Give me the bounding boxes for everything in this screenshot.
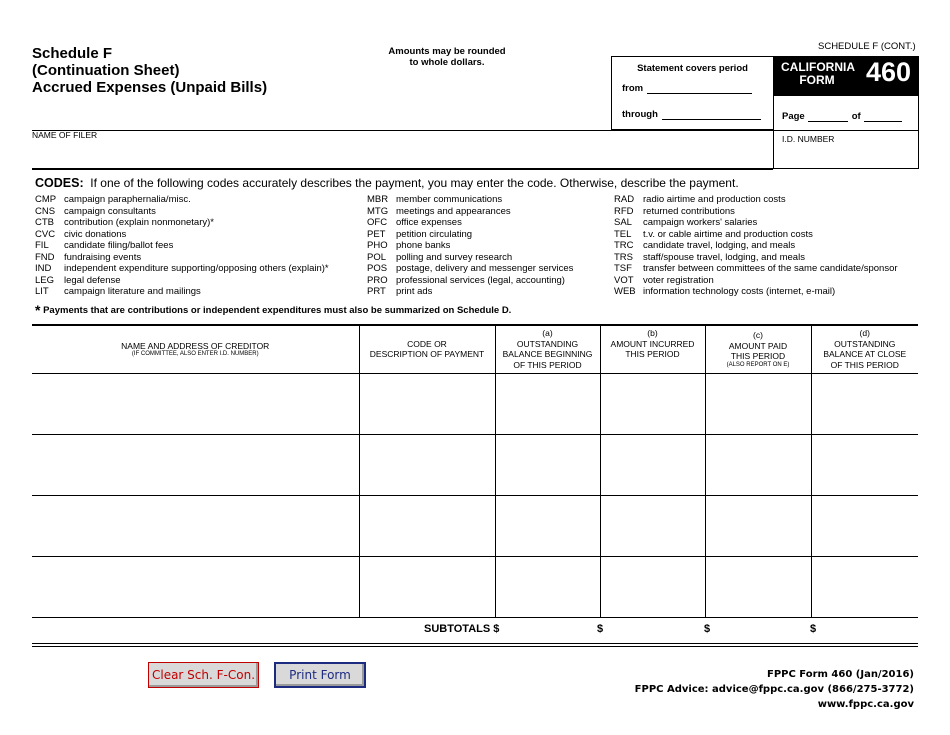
code-abbr: FIL bbox=[35, 240, 49, 251]
code-abbr: TSF bbox=[614, 263, 632, 274]
code-abbr: CMP bbox=[35, 194, 57, 205]
col-a-line-3: OF THIS PERIOD bbox=[513, 359, 582, 370]
col-d-line-1: OUTSTANDING bbox=[834, 338, 896, 349]
code-desc: candidate filing/ballot fees bbox=[64, 240, 174, 251]
code-item bbox=[35, 229, 329, 241]
balance-begin-cell[interactable] bbox=[495, 373, 600, 434]
codes-intro bbox=[35, 176, 739, 190]
code-desc: polling and survey research bbox=[396, 251, 513, 263]
subtotal-d-dollar: $ bbox=[810, 623, 817, 635]
code-item bbox=[35, 275, 329, 287]
code-abbr: CVC bbox=[35, 228, 56, 240]
page-number-field[interactable] bbox=[808, 112, 848, 122]
code-desc: candidate travel, lodging, and meals bbox=[643, 240, 796, 251]
code-desc: office expenses bbox=[396, 217, 462, 228]
code-abbr: PET bbox=[367, 228, 386, 240]
code-item bbox=[35, 263, 329, 275]
table-header-row bbox=[32, 325, 918, 373]
subtotal-b-dollar: $ bbox=[597, 623, 604, 635]
col-header-a bbox=[495, 325, 600, 373]
col-c-sub: (ALSO REPORT ON E) bbox=[726, 361, 790, 368]
filer-divider bbox=[32, 168, 773, 170]
col-d-letter: (d) bbox=[859, 328, 870, 339]
page-label: Page bbox=[782, 111, 805, 122]
col-a-letter: (a) bbox=[542, 328, 553, 339]
code-desc: information technology costs (internet, e-mail) bbox=[643, 286, 836, 297]
code-abbr: OFC bbox=[367, 217, 388, 228]
col-d-line-3: OF THIS PERIOD bbox=[830, 359, 899, 370]
code-item bbox=[614, 217, 898, 229]
code-desc: member communications bbox=[396, 194, 503, 205]
codes-column-1 bbox=[35, 194, 329, 298]
code-abbr: MBR bbox=[367, 194, 389, 205]
california-form-box bbox=[773, 56, 919, 96]
code-desc: voter registration bbox=[643, 274, 714, 286]
of-label: of bbox=[851, 111, 861, 122]
amount-incurred-cell[interactable] bbox=[600, 434, 705, 495]
col-c-letter: (c) bbox=[753, 330, 763, 340]
code-abbr: TRC bbox=[614, 240, 634, 251]
code-desc: campaign paraphernalia/misc. bbox=[64, 194, 191, 205]
title-line-1: Schedule F bbox=[32, 45, 113, 62]
schedule-cont-label: SCHEDULE F (CONT.) bbox=[818, 41, 916, 52]
fppc-website: www.fppc.ca.gov bbox=[817, 699, 914, 710]
codes-column-2 bbox=[367, 194, 573, 298]
col-c-line-1: AMOUNT PAID bbox=[728, 340, 788, 351]
balance-begin-cell[interactable] bbox=[495, 556, 600, 617]
statement-period-box bbox=[611, 56, 773, 130]
col-d-line-2: BALANCE AT CLOSE bbox=[823, 349, 907, 360]
code-item bbox=[367, 275, 573, 287]
code-desc: postage, delivery and messenger services bbox=[396, 263, 574, 274]
code-item bbox=[367, 206, 573, 218]
subtotals-label: SUBTOTALS $ bbox=[424, 623, 500, 635]
code-desc: campaign workers' salaries bbox=[643, 217, 758, 228]
code-desc: t.v. or cable airtime and production costs bbox=[643, 228, 813, 240]
subtotal-c-field[interactable] bbox=[714, 619, 806, 641]
code-abbr: VOT bbox=[614, 274, 634, 286]
code-abbr: SAL bbox=[614, 217, 632, 228]
code-cell[interactable] bbox=[359, 373, 495, 434]
through-row bbox=[622, 109, 761, 120]
subtotal-d-field[interactable] bbox=[820, 619, 914, 641]
col-code-line-1: CODE OR bbox=[407, 338, 447, 349]
col-header-c bbox=[705, 325, 811, 373]
california-form-label bbox=[781, 61, 853, 87]
col-header-b bbox=[600, 325, 705, 373]
rounding-note bbox=[380, 46, 514, 68]
balance-begin-cell[interactable] bbox=[495, 495, 600, 556]
code-item bbox=[367, 252, 573, 264]
from-date-field[interactable] bbox=[647, 84, 752, 94]
code-desc: legal defense bbox=[64, 274, 121, 286]
code-item bbox=[614, 275, 898, 287]
col-header-creditor bbox=[32, 325, 359, 373]
id-number-label: I.D. NUMBER bbox=[782, 134, 835, 144]
california-label: CALIFORNIA bbox=[781, 60, 855, 74]
col-b-line-1: AMOUNT INCURRED bbox=[610, 338, 695, 349]
code-abbr: IND bbox=[35, 263, 52, 274]
code-desc: independent expenditure supporting/opposing others (explain)* bbox=[64, 263, 329, 274]
code-item bbox=[614, 263, 898, 275]
code-abbr: PRT bbox=[367, 286, 386, 297]
code-abbr: RFD bbox=[614, 205, 634, 217]
subtotal-double-line bbox=[32, 646, 918, 647]
schedule-d-note bbox=[35, 302, 511, 318]
col-b-letter: (b) bbox=[647, 328, 658, 339]
creditor-cell[interactable] bbox=[32, 434, 359, 495]
subtotal-c-dollar: $ bbox=[704, 623, 711, 635]
codes-column-3 bbox=[614, 194, 898, 298]
accrued-expenses-table bbox=[32, 324, 918, 618]
page-box bbox=[773, 96, 919, 130]
col-code-line-2: DESCRIPTION OF PAYMENT bbox=[369, 349, 485, 360]
note-asterisk: * bbox=[35, 302, 41, 318]
header-divider bbox=[32, 130, 773, 131]
note-text: Payments that are contributions or independent expenditures must also be summarized on Schedule D. bbox=[43, 305, 512, 316]
code-abbr: POL bbox=[367, 251, 387, 263]
table-row bbox=[32, 373, 918, 434]
col-a-line-1: OUTSTANDING bbox=[516, 338, 579, 349]
col-c-line-2: THIS PERIOD bbox=[730, 351, 786, 361]
code-item bbox=[35, 206, 329, 218]
form-label: FORM bbox=[799, 73, 835, 87]
from-label: from bbox=[622, 83, 644, 94]
clear-schedule-button[interactable]: Clear Sch. F-Con. bbox=[148, 662, 259, 688]
code-desc: meetings and appearances bbox=[396, 205, 511, 217]
code-abbr: FND bbox=[35, 251, 55, 263]
id-number-box[interactable] bbox=[773, 130, 919, 169]
codes-label: CODES: bbox=[35, 176, 84, 190]
code-abbr: WEB bbox=[614, 286, 636, 297]
subtotal-top-line bbox=[32, 617, 918, 618]
code-abbr: CNS bbox=[35, 205, 56, 217]
codes-intro-text: If one of the following codes accurately describes the payment, you may enter the code. Otherwise, describe the payment. bbox=[90, 176, 739, 190]
code-item bbox=[35, 240, 329, 252]
code-desc: campaign consultants bbox=[64, 205, 156, 217]
code-desc: contribution (explain nonmonetary)* bbox=[64, 217, 214, 228]
col-a-line-2: BALANCE BEGINNING bbox=[502, 349, 593, 360]
code-item bbox=[35, 252, 329, 264]
code-item bbox=[367, 194, 573, 206]
code-item bbox=[614, 206, 898, 218]
code-item bbox=[614, 194, 898, 206]
col-header-d bbox=[811, 325, 918, 373]
form-id: FPPC Form 460 (Jan/2016) bbox=[766, 669, 914, 680]
schedule-title bbox=[32, 45, 267, 96]
code-item bbox=[367, 240, 573, 252]
code-abbr: TEL bbox=[614, 228, 632, 240]
col-header-code bbox=[359, 325, 495, 373]
code-desc: staff/spouse travel, lodging, and meals bbox=[643, 251, 805, 263]
code-abbr: TRS bbox=[614, 251, 633, 263]
code-item bbox=[35, 286, 329, 298]
name-of-filer-label: NAME OF FILER bbox=[32, 130, 98, 140]
title-line-2: (Continuation Sheet) bbox=[32, 62, 180, 79]
code-desc: radio airtime and production costs bbox=[643, 194, 786, 205]
creditor-cell[interactable] bbox=[32, 373, 359, 434]
code-item bbox=[614, 286, 898, 298]
balance-begin-cell[interactable] bbox=[495, 434, 600, 495]
creditor-cell[interactable] bbox=[32, 495, 359, 556]
rounding-note-line-2: to whole dollars. bbox=[409, 57, 485, 68]
code-abbr: LIT bbox=[35, 286, 49, 297]
form-number: 460 bbox=[865, 57, 911, 87]
amount-paid-cell[interactable] bbox=[705, 556, 811, 617]
code-item bbox=[367, 286, 573, 298]
col-creditor-sub: (IF COMMITTEE, ALSO ENTER I.D. NUMBER) bbox=[131, 351, 259, 357]
amount-incurred-cell[interactable] bbox=[600, 556, 705, 617]
amount-incurred-cell[interactable] bbox=[600, 373, 705, 434]
code-item bbox=[35, 194, 329, 206]
amount-paid-cell[interactable] bbox=[705, 434, 811, 495]
subtotal-b-field[interactable] bbox=[607, 619, 699, 641]
through-label: through bbox=[622, 109, 658, 120]
print-form-button[interactable]: Print Form bbox=[274, 662, 366, 688]
balance-close-cell[interactable] bbox=[811, 434, 918, 495]
title-line-3: Accrued Expenses (Unpaid Bills) bbox=[32, 79, 268, 96]
code-desc: phone banks bbox=[396, 240, 451, 251]
amount-incurred-cell[interactable] bbox=[600, 495, 705, 556]
balance-close-cell[interactable] bbox=[811, 556, 918, 617]
code-desc: campaign literature and mailings bbox=[64, 286, 201, 297]
subtotal-bottom-line bbox=[32, 643, 918, 644]
rounding-note-line-1: Amounts may be rounded bbox=[388, 46, 506, 57]
statement-period-label: Statement covers period bbox=[637, 63, 748, 74]
code-abbr: PRO bbox=[367, 274, 388, 286]
code-item bbox=[614, 240, 898, 252]
col-creditor-label: NAME AND ADDRESS OF CREDITOR bbox=[121, 340, 270, 351]
code-item bbox=[367, 263, 573, 275]
code-desc: print ads bbox=[396, 286, 433, 297]
through-date-field[interactable] bbox=[662, 110, 761, 120]
code-desc: fundraising events bbox=[64, 251, 142, 263]
code-abbr: LEG bbox=[35, 274, 55, 286]
fppc-footer bbox=[635, 667, 914, 712]
subtotal-a-field[interactable] bbox=[500, 619, 592, 641]
page-total-field[interactable] bbox=[864, 112, 902, 122]
code-cell[interactable] bbox=[359, 556, 495, 617]
table-row bbox=[32, 495, 918, 556]
name-of-filer-field[interactable] bbox=[32, 141, 773, 168]
amount-paid-cell[interactable] bbox=[705, 373, 811, 434]
code-abbr: PHO bbox=[367, 240, 388, 251]
balance-close-cell[interactable] bbox=[811, 373, 918, 434]
code-abbr: POS bbox=[367, 263, 388, 274]
balance-close-cell[interactable] bbox=[811, 495, 918, 556]
code-item bbox=[367, 217, 573, 229]
code-desc: civic donations bbox=[64, 228, 127, 240]
table-row bbox=[32, 556, 918, 617]
code-item bbox=[35, 217, 329, 229]
code-abbr: MTG bbox=[367, 205, 389, 217]
table-row bbox=[32, 434, 918, 495]
col-b-line-2: THIS PERIOD bbox=[625, 349, 680, 360]
code-cell[interactable] bbox=[359, 495, 495, 556]
code-desc: petition circulating bbox=[396, 228, 473, 240]
code-desc: returned contributions bbox=[643, 205, 735, 217]
code-desc: professional services (legal, accounting) bbox=[396, 274, 565, 286]
code-item bbox=[614, 252, 898, 264]
amount-paid-cell[interactable] bbox=[705, 495, 811, 556]
fppc-advice: FPPC Advice: advice@fppc.ca.gov (866/275-3772) bbox=[634, 684, 914, 695]
code-item bbox=[367, 229, 573, 241]
code-cell[interactable] bbox=[359, 434, 495, 495]
code-item bbox=[614, 229, 898, 241]
from-row bbox=[622, 83, 752, 94]
code-abbr: RAD bbox=[614, 194, 635, 205]
creditor-cell[interactable] bbox=[32, 556, 359, 617]
code-abbr: CTB bbox=[35, 217, 54, 228]
code-desc: transfer between committees of the same candidate/sponsor bbox=[643, 263, 898, 274]
